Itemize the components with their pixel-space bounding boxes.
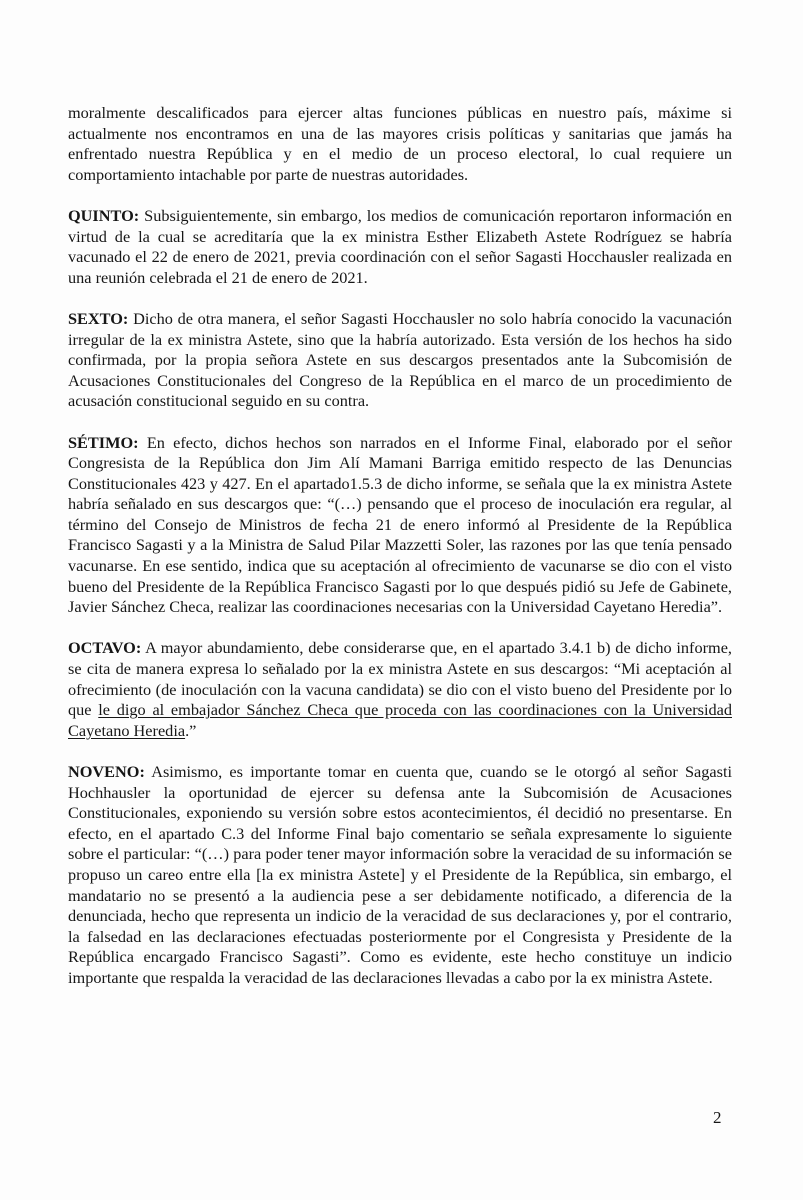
quote-ending: .” [185,720,197,740]
paragraph-heading: SEXTO: [68,308,129,328]
paragraph-text: moralmente descalificados para ejercer altas funciones públicas en nuestro país, máxime si actualmente nos encontramos en una de las mayores crisis políticas y sanitarias que jamás ha enfrentado nuestra República y en el medio de un proceso electoral, lo cual requiere un comportamiento intachable por parte de nuestras autoridades. [68,103,732,184]
paragraph-heading: QUINTO: [68,205,140,225]
paragraph-text: Dicho de otra manera, el señor Sagasti Hocchausler no solo habría conocido la vacunación irregular de la ex ministra Astete, sino que la habría autorizado. Esta versión de los hechos ha sido confirmada, por la propia señora Astete en sus descargos presentados ante la Subcomisión de Acusaciones Constitucionales del Congreso de la República en el marco de un procedimiento de acusación constitucional seguido en su contra. [68,308,732,411]
paragraph-text: Subsiguientemente, sin embargo, los medios de comunicación reportaron información en virtud de la cual se acreditaría que la ex ministra Esther Elizabeth Astete Rodríguez se habría vacunado el 22 de enero de 2021, previa coordinación con el señor Sagasti Hocchausler realizada en una reunión celebrada el 21 de enero de 2021. [68,205,732,287]
page-number: 2 [713,1108,722,1127]
paragraph-sexto [68,309,732,412]
paragraph-text: En efecto, dichos hechos son narrados en el Informe Final, elaborado por el señor Congresista de la República don Jim Alí Mamani Barriga emitido respecto de las Denuncias Constitucionales 423 y 427. En el apartado1.5.3 de dicho informe, se señala que la ex ministra Astete habría señalado en sus descargos que: “(…) pensando que el proceso de inoculación era regular, al término del Consejo de Ministros de fecha 21 de enero informó al Presidente de la República Francisco Sagasti y a la Ministra de Salud Pilar Mazzetti Soler, las razones por las que tenía pensado vacunarse. En ese sentido, indica que su aceptación al ofrecimiento de vacunarse se dio con el visto bueno del Presidente de la República Francisco Sagasti por lo que después pidió su Jefe de Gabinete, Javier Sánchez Checa, realizar las coordinaciones necesarias con la Universidad Cayetano Heredia”. [68,432,732,617]
paragraph-text: Asimismo, es importante tomar en cuenta que, cuando se le otorgó al señor Sagasti Hochhausler la oportunidad de ejercer su defensa ante la Subcomisión de Acusaciones Constitucionales, exponiendo su versión sobre estos acontecimientos, él decidió no presentarse. En efecto, en el apartado C.3 del Informe Final bajo comentario se señala expresamente lo siguiente sobre el particular: “(…) para poder tener mayor información sobre la veracidad de su información se propuso un careo entre ella [la ex ministra Astete] y el Presidente de la República, sin embargo, el mandatario no se presentó a la audiencia pese a ser debidamente notificado, a diferencia de la denunciada, hecho que representa un indicio de la veracidad de sus declaraciones y, por el contrario, la falsedad en las declaraciones efectuadas posteriormente por el Congresista y Presidente de la República encargado Francisco Sagasti”. Como es evidente, este hecho constituye un indicio importante que respalda la veracidad de las declaraciones llevadas a cabo por la ex ministra Astete. [68,762,732,987]
paragraph-setimo [68,433,732,618]
paragraph-octavo [68,638,732,741]
paragraph-continuation [68,103,732,185]
underlined-quote: le digo al embajador Sánchez Checa que proceda con las coordinaciones con la Universidad Cayetano Heredia [68,700,732,740]
paragraph-text: A mayor abundamiento, debe considerarse que, en el apartado 3.4.1 b) de dicho informe, se cita de manera expresa lo señalado por la ex ministra Astete en sus descargos: “Mi aceptación al ofrecimiento (de inoculación con la vacuna candidata) se dio con el visto bueno del Presidente por lo que [68,638,732,720]
paragraph-heading: NOVENO: [68,762,145,781]
paragraph-heading: OCTAVO: [68,638,142,658]
paragraph-quinto [68,206,732,288]
document-body [68,103,732,1009]
paragraph-noveno [68,762,732,989]
paragraph-heading: SÉTIMO: [68,432,139,452]
